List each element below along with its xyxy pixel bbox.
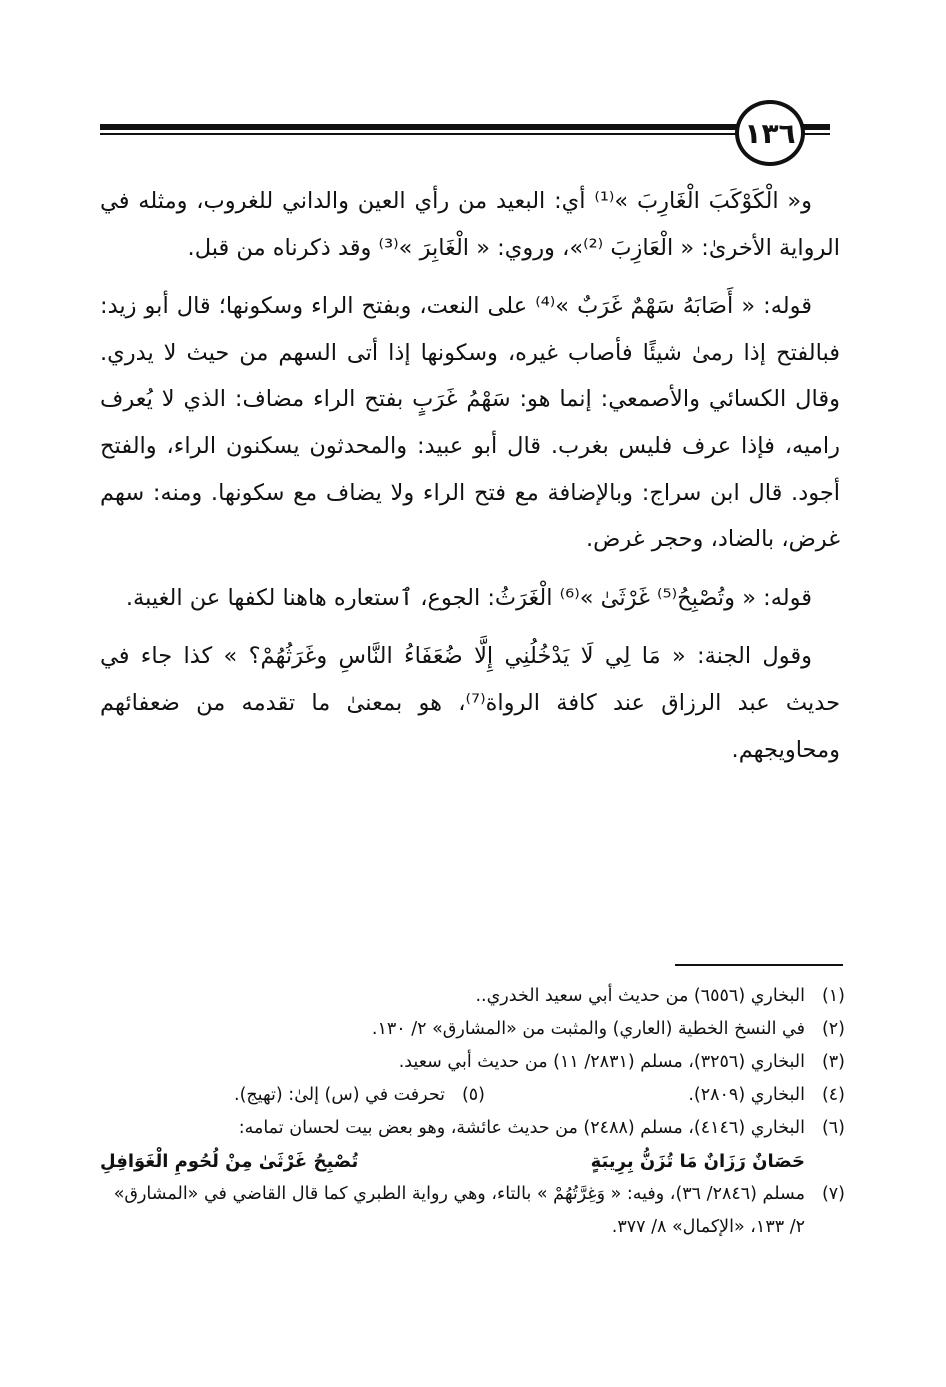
footnote-text: البخاري (٢٨٠٩). — [688, 1085, 805, 1105]
footnote-number: (٤) — [821, 1085, 845, 1105]
footnote-number: (٢) — [821, 1019, 845, 1039]
footnote-number: (٥) — [461, 1085, 485, 1105]
footnote — [100, 1112, 845, 1145]
footnotes — [100, 980, 845, 1244]
header-rule — [100, 124, 740, 130]
paragraph: وقول الجنة: « مَا لِي لَا يَدْخُلُنِي إِلَّا ضُعَفَاءُ النَّاسِ وغَرَثُهُمْ؟ » كذا جاء في حديث عبد الرزاق عند كافة الرواة⁽⁷⁾، هو بمعنىٰ ما تقدمه من ضعفائهم ومحاويجهم. — [100, 643, 840, 763]
footnote-number: (١) — [821, 986, 845, 1006]
page-number-badge — [735, 100, 805, 166]
footnote-text: البخاري (٣٢٥٦)، مسلم (٢٨٣١/ ١١) من حديث أبي سعيد. — [398, 1052, 805, 1072]
footnote — [100, 1013, 845, 1046]
footnote-number: (٣) — [821, 1052, 845, 1072]
footnote-number: (٦) — [821, 1118, 845, 1138]
footnote-text: في النسخ الخطية (العاري) والمثبت من «المشارق» ٢/ ١٣٠. — [371, 1019, 805, 1039]
verse-hemistich-first: حَصَانٌ رَزَانٌ مَا تُزَنُّ بِرِيبَةٍ — [590, 1151, 805, 1172]
verse-hemistich-second: تُصْبِحُ غَرْثَىٰ مِنْ لُحُومِ الْغَوَافِلِ — [100, 1151, 359, 1172]
footnote-number: (٧) — [821, 1184, 845, 1204]
footnote — [485, 1079, 845, 1112]
paragraph: و« الْكَوْكَبَ الْغَارِبَ »⁽¹⁾ أي: البعيد من رأي العين والداني للغروب، ومثله في الرواية الأخرىٰ: « الْعَازِبَ ⁽²⁾»، وروي: « الْغَابِرَ »⁽³⁾ وقد ذكرناه من قبل. — [100, 188, 840, 261]
footnote — [100, 1178, 845, 1244]
footnote-pair — [100, 1079, 845, 1112]
footnote-text: مسلم (٢٨٤٦/ ٣٦)، وفيه: « وَغِرَّتُهُمْ » بالتاء، وهي رواية الطبري كما قال القاضي في «المشارق» ٢/ ١٣٣، «الإكمال» ٨/ ٣٧٧. — [113, 1184, 805, 1237]
page-number: ١٣٦ — [744, 116, 796, 150]
page-header — [100, 100, 845, 180]
poetry-verse — [100, 1145, 845, 1178]
footnote-text: البخاري (٤١٤٦)، مسلم (٢٤٨٨) من حديث عائشة، وهو بعض بيت لحسان تمامه: — [238, 1118, 805, 1138]
footnote-text: تحرفت في (س) إلىٰ: (تهيج). — [234, 1085, 445, 1105]
footnote-separator — [675, 964, 843, 966]
main-text — [100, 178, 840, 785]
footnote — [100, 980, 845, 1013]
footnote-text: البخاري (٦٥٥٦) من حديث أبي سعيد الخدري.. — [475, 986, 805, 1006]
header-rule-thin — [100, 133, 740, 135]
footnote — [125, 1079, 485, 1112]
paragraph: قوله: « وتُصْبِحُ⁽⁵⁾ غَرْثَىٰ »⁽⁶⁾ الْغَرَثُ: الجوع، ٱستعاره هاهنا لكفها عن الغيبة. — [125, 584, 812, 611]
footnote — [100, 1046, 845, 1079]
paragraph: قوله: « أَصَابَهُ سَهْمٌ غَرَبٌ »⁽⁴⁾ على النعت، وبفتح الراء وسكونها؛ قال أبو زيد: فبالفتح إذا رمىٰ شيئًا فأصاب غيره، وسكونها إذا أتى السهم من حيث لا يدري. وقال الكسائي والأصمعي: إنما هو: سَهْمُ غَرَبٍ بفتح الراء مضاف: الذي لا يُعرف راميه، فإذا عرف فليس بغرب. قال أبو عبيد: والمحدثون يسكنون الراء، والفتح أجود. قال ابن سراج: وبالإضافة مع فتح الراء ولا يضاف مع سكونها. ومنه: سهم غرض، بالضاد، وحجر غرض. — [100, 293, 840, 553]
